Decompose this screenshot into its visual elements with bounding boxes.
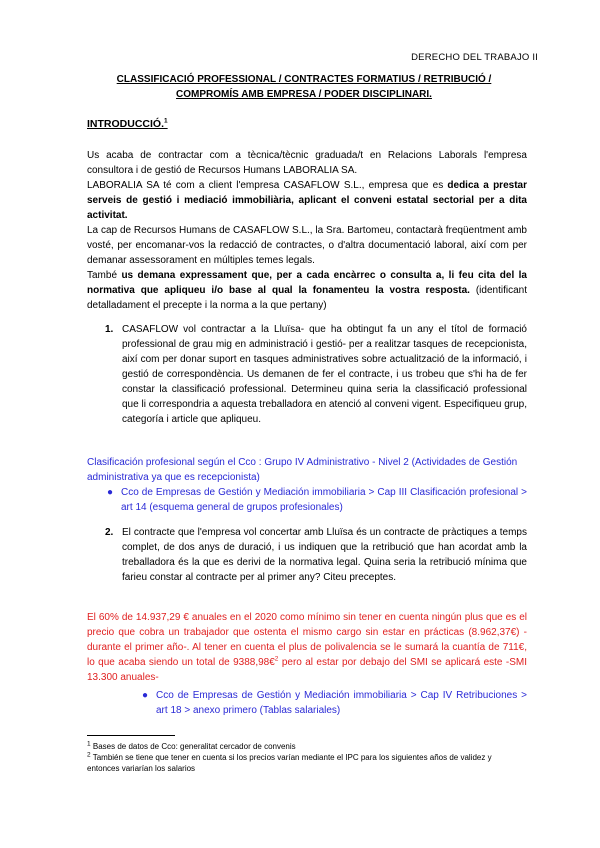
footnote-2-mark: 2: [87, 751, 91, 759]
title-line-2: COMPROMÍS AMB EMPRESA / PODER DISCIPLINARI.: [176, 89, 432, 100]
answer-2-tail: pero al estar por debajo del SMI se aplicará este -SMI 13.300 anuales-: [87, 657, 527, 683]
intro-p2: [87, 178, 527, 223]
intro-p2-bold: dedica a prestar serveis de gestió i mediació immobiliària, aplicant el conveni estatal sectorial per a dita activitat.: [87, 180, 527, 221]
answer-2-text: El 60% de 14.937,29 € anuales en el 2020 como mínimo sin tener en cuenta ningún plus que es el precio que cobra un trabajador que ostenta el mismo cargo sin estar en prácticas (8.962,37€) -durante el primer año-. Al tener en cuenta el plus de polivalencia se le sumará la cuantía de 711€, lo que acaba siendo un total de 9388,98€: [87, 612, 527, 668]
intro-paragraph: [87, 148, 527, 313]
running-header: DERECHO DEL TRABAJO II: [411, 52, 538, 63]
question-1-number: 1.: [105, 324, 114, 335]
intro-p1: Us acaba de contractar com a tècnica/tècnic graduada/t en Relacions Laborals l'empresa consultora i de gestió de Recursos Humans LABORALIA SA.: [87, 150, 527, 176]
answer-1-bullet-text: Cco de Empresas de Gestión y Mediación immobiliaria > Cap III Clasificación profesional > art 14 (esquema general de grupos profesionales): [121, 487, 527, 513]
intro-p4: [87, 268, 527, 313]
footnote-ref-1: 1: [164, 117, 168, 125]
answer-1-bullet: [107, 485, 527, 515]
question-2-text: El contracte que l'empresa vol concertar amb Lluïsa és un contracte de pràctiques a temps complet, de dos anys de duració, i us indiquen que la retribució que han acordat amb la treballadora és la que es derivi de la normativa legal. Quina seria la retribució mínima que farieu constar al contracte per al primer any? Citeu preceptes.: [122, 527, 527, 583]
question-2: [105, 525, 527, 585]
bullet-icon: ●: [142, 690, 149, 701]
footnote-separator: [87, 735, 175, 736]
answer-1: Clasificación profesional según el Cco : Grupo IV Administrativo - Nivel 2 (Actividades de Gestión administrativa ya que es recepcionista): [87, 457, 518, 483]
footnote-2: [87, 752, 517, 774]
intro-heading-text: INTRODUCCIÓ.: [87, 118, 164, 130]
title-line-1: CLASSIFICACIÓ PROFESSIONAL / CONTRACTES FORMATIUS / RETRIBUCIÓ /: [116, 74, 492, 85]
footnote-1-text: Bases de datos de Cco: generalitat cercador de convenis: [92, 742, 296, 751]
intro-heading: [87, 118, 168, 130]
intro-p3: La cap de Recursos Humans de CASAFLOW S.L., la Sra. Bartomeu, contactarà freqüentment amb vosté, per encomanar-vos la redacció de contractes, o d'altra documentació laboral, així com per demanar assessorament en múltiples temes legals.: [87, 225, 527, 266]
question-1: [105, 322, 527, 427]
intro-p2-text: LABORALIA SA té com a client l'empresa CASAFLOW S.L., empresa que es: [87, 180, 448, 191]
answer-2-bullet: [142, 688, 527, 718]
answer-2-bullet-text: Cco de Empresas de Gestión y Mediación immobiliaria > Cap IV Retribuciones > art 18 > anexo primero (Tablas salariales): [156, 690, 527, 716]
footnote-1-mark: 1: [87, 740, 91, 748]
question-1-text: CASAFLOW vol contractar a la Lluïsa- que ha obtingut fa un any el títol de formació professional de grau mig en administració i gestió- per a realitzar tasques de recepcionista, així com per donar suport en tasques administratives sobre actualització de la informació, i gestió de correspondència. Us demanen de fer el contracte, i us trobeu que s'hi ha de fer constar la classificació professional. Determineu quina seria la classificació professional que li correspondria a aquesta treballadora en atenció al conveni vigent. Especifiqueu grup, categoría i article que apliqueu.: [122, 324, 527, 425]
document-title: [80, 72, 528, 102]
bullet-icon: ●: [107, 487, 114, 498]
question-2-number: 2.: [105, 527, 114, 538]
intro-p4-tail: (identificant detalladament el precepte i la norma a la que pertany): [87, 285, 527, 311]
footnote-ref-2: 2: [274, 655, 279, 663]
answer-2: [87, 610, 527, 685]
intro-p4-bold: us demana expressament que, per a cada encàrrec o consulta a, li feu cita del la normativa que apliqueu i/o base al qual la fonamenteu la vostra resposta.: [87, 270, 527, 296]
footnote-1: [87, 741, 517, 752]
intro-p4-text: També: [87, 270, 122, 281]
footnote-2-text: También se tiene que tener en cuenta si los precios varían mediante el IPC para los siguientes años de validez y entonces variarían los salarios: [87, 753, 492, 773]
